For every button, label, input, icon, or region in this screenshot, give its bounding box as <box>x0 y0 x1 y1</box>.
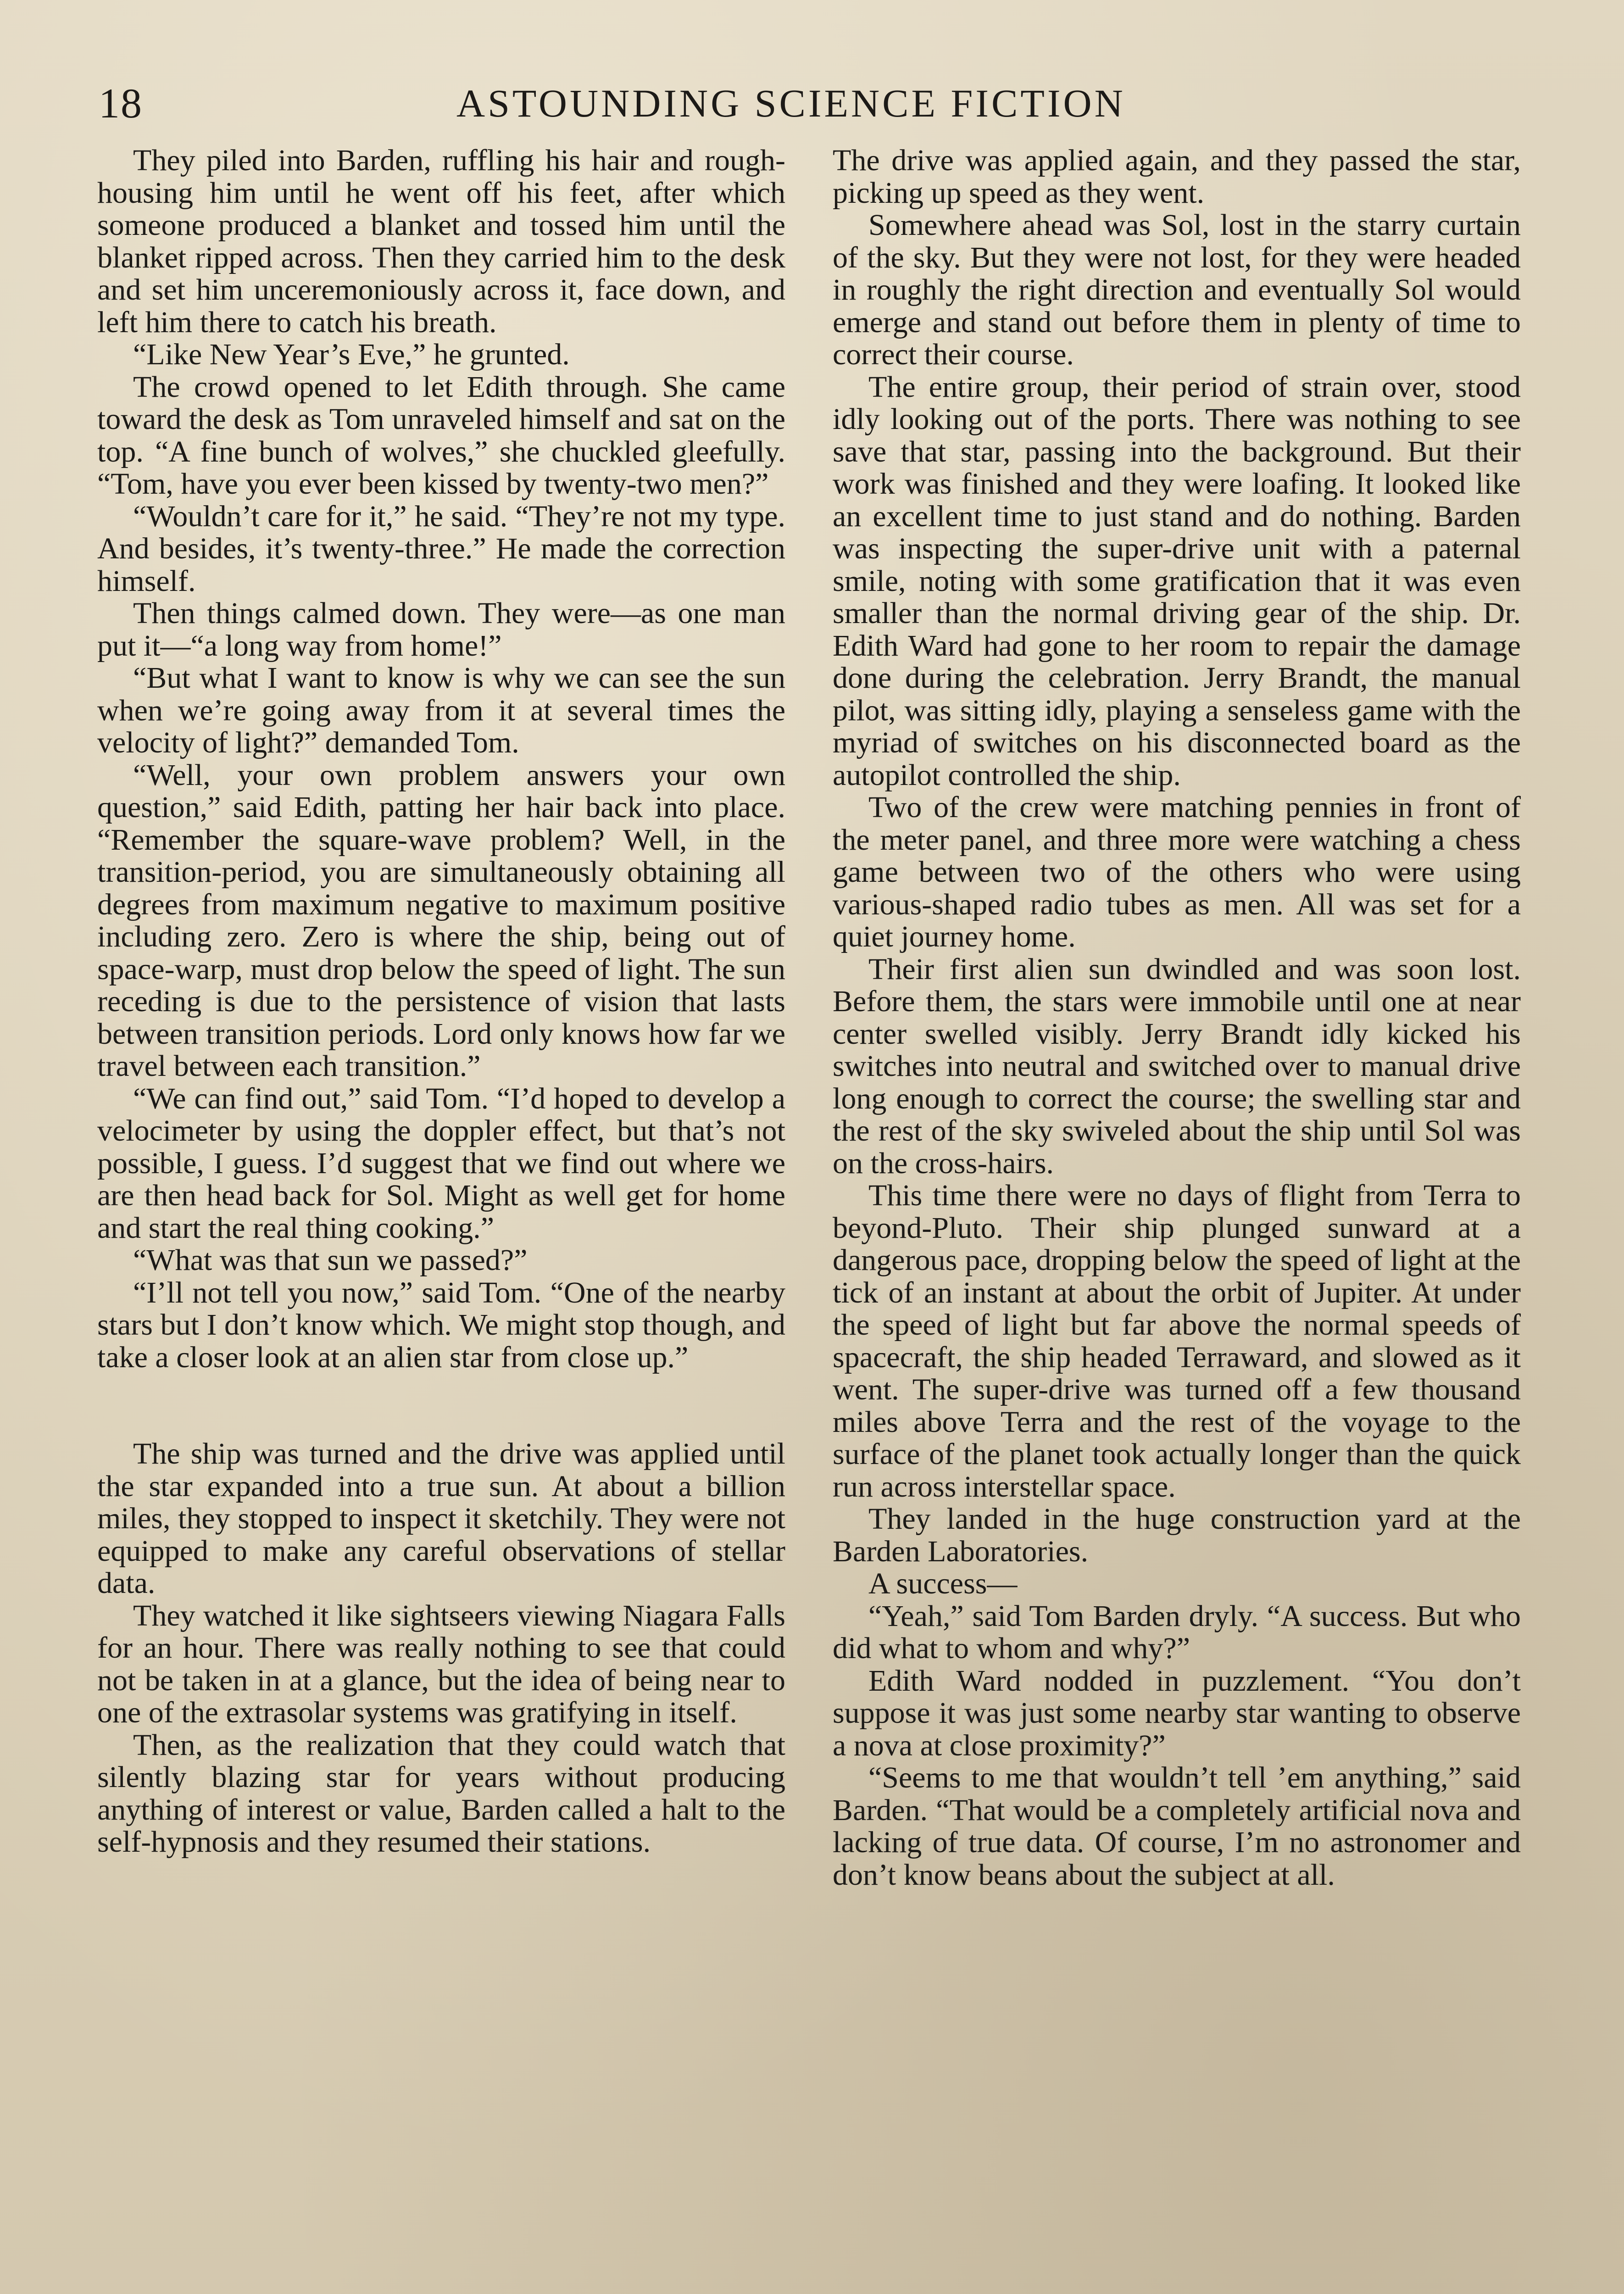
paragraph: Their first alien sun dwindled and was soon lost. Before them, the stars were immobile until one at near center swelled visibly. Jerry Brandt idly kicked his switches into neutral and switched over to manual drive long enough to correct the course; the swelling star and the rest of the sky swiveled about the ship until Sol was on the cross-hairs. <box>833 952 1521 1180</box>
magazine-title: ASTOUNDING SCIENCE FICTION <box>456 81 1126 125</box>
paragraph: The entire group, their period of strain over, stood idly looking out of the ports. There was nothing to see save that star, passing into the background. But their work was finished and they were loafing. It looked like an excellent time to just stand and do nothing. Barden was inspecting the super-drive unit with a paternal smile, noting with some gratification that it was even smaller than the normal driving gear of the ship. Dr. Edith Ward had gone to her room to repair the damage done during the celebration. Jerry Brandt, the manual pilot, was sitting idly, playing a senseless game with the myriad of switches on his disconnected board as the autopilot controlled the ship. <box>833 370 1521 792</box>
paragraph: Edith Ward nodded in puzzlement. “You don’t suppose it was just some nearby star wanting to observe a nova at close proximity?” <box>833 1664 1521 1762</box>
paragraph: The drive was applied again, and they passed the star, picking up speed as they went. <box>833 144 1521 210</box>
paragraph: This time there were no days of flight from Terra to beyond-Pluto. Their ship plunged sunward at a dangerous pace, dropping below the speed of light at the tick of an instant at about the orbit of Jupiter. At under the speed of light but far above the normal speeds of spacecraft, the ship headed Terraward, and slowed as it went. The super-drive was turned off a few thousand miles above Terra and the rest of the voyage to the surface of the planet took actually longer than the quick run across interstellar space. <box>833 1179 1521 1503</box>
paragraph: “What was that sun we passed?” <box>133 1243 528 1277</box>
paragraph: A success— <box>868 1567 1018 1600</box>
paragraph: “Yeah,” said Tom Barden dryly. “A success. But who did what to whom and why?” <box>833 1599 1521 1665</box>
paragraph: “We can find out,” said Tom. “I’d hoped to develop a velocimeter by using the doppler effect, but that’s not possible, I guess. I’d suggest that we find out where we are then head back for Sol. Might as well get for home and start the real thing cooking.” <box>97 1081 785 1245</box>
paragraph: “Seems to me that wouldn’t tell ’em anything,” said Barden. “That would be a completely artificial nova and lacking of true data. Of course, I’m no astronomer and don’t know beans about the subject at all. <box>833 1761 1521 1892</box>
paragraph: “But what I want to know is why we can see the sun when we’re going away from it at several times the velocity of light?” demanded Tom. <box>97 661 785 759</box>
paragraph: They piled into Barden, ruffling his hair and rough-housing him until he went off his feet, after which someone produced a blanket and tossed him until the blanket ripped across. Then they carried him to the desk and set him unceremoniously across it, face down, and left him there to catch his breath. <box>97 144 785 339</box>
left-column <box>97 145 785 1859</box>
paragraph: The ship was turned and the drive was applied until the star expanded into a true sun. At about a billion miles, they stopped to inspect it sketchily. They were not equipped to make any careful observations of stellar data. <box>97 1437 785 1600</box>
paragraph: They landed in the huge construction yard at the Barden Laboratories. <box>833 1502 1521 1568</box>
paragraph: The crowd opened to let Edith through. She came toward the desk as Tom unraveled himself and sat on the top. “A fine bunch of wolves,” she chuckled gleefully. “Tom, have you ever been kissed by twenty-two men?” <box>97 370 785 501</box>
paragraph: “Well, your own problem answers your own question,” said Edith, patting her hair back into place. “Remember the square-wave problem? Well, in the transition-period, you are simultaneously obtaining all degrees from maximum negative to maximum positive including zero. Zero is where the ship, being out of space-warp, must drop below the speed of light. The sun receding is due to the persistence of vision that lasts between transition periods. Lord only knows how far we travel between each transition.” <box>97 758 785 1083</box>
paragraph: Two of the crew were matching pennies in front of the meter panel, and three more were watching a chess game between two of the others who were using various-shaped radio tubes as men. All was set for a quiet journey home. <box>833 791 1521 953</box>
paragraph: Then things calmed down. They were—as one man put it—“a long way from home!” <box>97 596 785 663</box>
running-header <box>99 78 1525 128</box>
paragraph: Then, as the realization that they could watch that silently blazing star for years without producing anything of interest or value, Barden called a halt to the self-hypnosis and they resumed their stations. <box>97 1728 785 1859</box>
paragraph: Somewhere ahead was Sol, lost in the starry curtain of the sky. But they were not lost, for they were headed in roughly the right direction and eventually Sol would emerge and stand out before them in plenty of time to correct their course. <box>833 208 1521 371</box>
paragraph: “Wouldn’t care for it,” he said. “They’re not my type. And besides, it’s twenty-three.” He made the correction himself. <box>97 499 785 598</box>
right-column <box>833 145 1521 1891</box>
paragraph: “Like New Year’s Eve,” he grunted. <box>133 338 570 371</box>
paragraph: “I’ll not tell you now,” said Tom. “One of the nearby stars but I don’t know which. We might stop though, and take a closer look at an alien star from close up.” <box>97 1275 785 1374</box>
paragraph: They watched it like sightseers viewing Niagara Falls for an hour. There was really nothing to see that could not be taken in at a glance, but the idea of being near to one of the extrasolar systems was gratifying in itself. <box>97 1598 785 1729</box>
page-number: 18 <box>99 80 143 127</box>
